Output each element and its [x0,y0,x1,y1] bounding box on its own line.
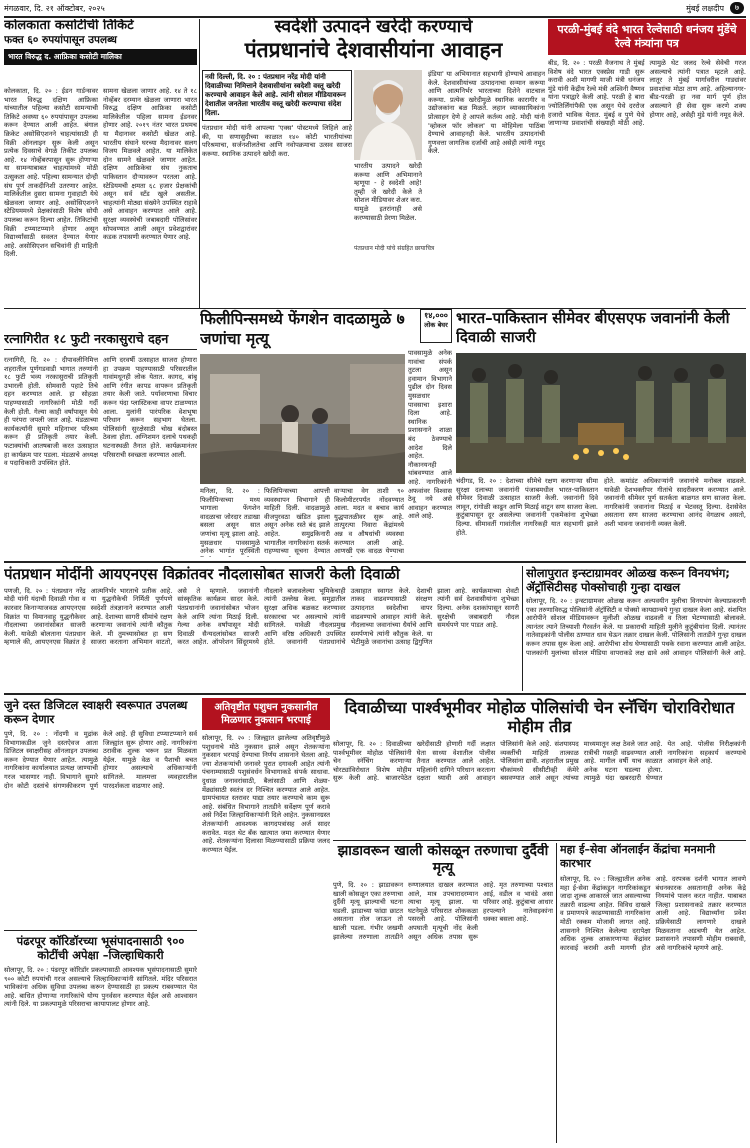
divider [333,840,746,841]
headline: झाडावरून खाली कोसळून तरुणाचा दुर्दैवी मृत्यू [337,843,549,876]
headline: दिवाळीच्या पार्श्वभूमीवर मोहोळ पोलिसांची चेन स्नॅचिंग चोराविरोधात मोहीम तीव्र [344,698,735,736]
column: पावसामुळे अनेक गावांचा संपर्क तुटला असून हवामान विभागाने पुढील दोन दिवस मुसळधार पावसाचा इशारा दिला आहे. स्थानिक प्रशासनाने शाळा बंद ठेवण्याचे आदेश दिले आहेत. नौकानयनही थांबवण्यात आले आहे. नागरिकांनी अफवांवर विश्वास ठेवू नये असे आवाहन करण्यात आले आहे. [408,349,452,521]
corridor-article [4,930,197,1144]
subheadline: फक्त ६० रुपयांपासून उपलब्ध [4,33,117,46]
column: रत्नागिरी, दि. २० : दीपावलीनिमित्त शहरातील पूर्णगडवाडी भागात तरुणांनी १८ फुटी भव्य नरकासुराची प्रतिकृती उभारली होती. सोमवारी पहाटे तिचे दहन करण्यात आले. हा सोहळा पाहण्यासाठी नागरिकांनी मोठी गर्दी केली होती. गेल्या काही वर्षांपासून येथे ही परंपरा जपली जात आहे. मंडळाच्या कार्यकर्त्यांनी सुमारे महिनाभर परिश्रम करून ही प्रतिकृती तयार केली. फटाक्यांची आतषबाजी करत उत्साहात हा कार्यक्रम पार पडला. मंडळाचे अध्यक्ष व पदाधिकारी उपस्थित होते. [4,356,98,468]
rail-article [548,19,746,319]
photo-caption: पंतप्रधान मोदी यांचे संग्रहित छायाचित्र [354,245,435,252]
badge-label: लोक बेघर [424,321,448,329]
headline: फिलीपिन्समध्ये फेंगशेन वादळामुळे ७ जणांचा मृत्यू [200,310,405,348]
tree-article [333,843,553,1143]
flood-photo [200,354,405,484]
body: सोलापूर, दि. २० : जिल्ह्यातील अनेक महा ई-सेवा केंद्रांकडून नागरिकांकडून जादा शुल्क आकारले जात असल्याच्या तक्रारी वाढल्या आहेत. विविध दाखले व प्रमाणपत्रे काढण्यासाठी नागरिकांना मोठी रक्कम मोजावी लागत आहे. शासनाने निश्चित केलेल्या दरापेक्षा अधिक शुल्क आकारणाऱ्या केंद्रांवर कारवाई करावी अशी मागणी होत आहे. दरपत्रक दर्शनी भागात लावणे बंधनकारक असतानाही अनेक केंद्रे नियमांचे पालन करत नाहीत. याबाबत जिल्हा प्रशासनाकडे तक्रार करण्यात आली आहे. विद्यार्थ्यांना प्रवेश प्रक्रियेसाठी लागणारे दाखले मिळवताना अडचणी येत आहेत. प्रशासनाने तपासणी मोहीम राबवावी, असे नागरिकांचे म्हणणे आहे. [560,875,746,952]
body: पुणे, दि. २० : झाडावरून खाली कोसळून एका तरुणाचा दुर्दैवी मृत्यू झाल्याची घटना घडली. झाडाच्या फांद्या छाटत असताना तोल जाऊन तो खाली पडला. गंभीर जखमी झालेल्या तरुणाला तातडीने रुग्णालयात दाखल करण्यात आले, मात्र उपचारादरम्यान त्याचा मृत्यू झाला. या घटनेमुळे परिसरात शोककळा पसरली आहे. पोलिसांनी अपघाती मृत्यूची नोंद केली असून अधिक तपास सुरू आहे. मृत तरुणाच्या पश्चात आई, वडील व भावंडे असा परिवार आहे. कुटुंबाचा आधार हरपल्याने नातेवाइकांना धक्का बसला आहे. [333,881,553,941]
headline: भारत–पाकिस्तान सीमेवर बीएसएफ जवानांनी केली दिवाळी साजरी [456,309,730,346]
lead: नवी दिल्ली, दि. २० : पंतप्रधान नरेंद्र मोदी यांनी दिवाळीच्या निमित्ताने देशवासीयांना स्वदेशी वस्तू खरेदी करण्याचे आवाहन केले आहे. त्यांनी सोशल मीडियावरून देशातील जनतेला भारतीय वस्तू खरेदी करण्याचा संदेश दिला. [202,70,352,121]
strap: भारत विरुद्ध द. आफ्रिका कसोटी मालिका [4,49,197,65]
main-article [202,18,545,318]
badge-number: १४,००० [424,311,448,320]
philippines-article [200,309,452,559]
cricket-article [4,19,197,319]
headline: परळी-मुंबई वंदे भारत रेल्वेसाठी धनंजय मुंडेंचे रेल्वे मंत्र्यांना पत्र [548,19,746,55]
main-left [202,70,352,316]
headline: रत्नागिरीत १८ फुटी नरकासुराचे दहन [4,332,197,350]
chain-snatching-article [333,698,746,838]
bsf-article [456,309,746,559]
masthead-date: मंगळवार, दि. २१ ऑक्टोबर, २०२५ [4,4,105,13]
headline: महा ई–सेवा ऑनलाईन केंद्रांचा मनमानी कारभार [560,843,716,870]
column: वाऱ्याचा वेग ताशी ९० किलोमीटरपर्यंत नोंदवण्यात आला. मदत व बचाव कार्य युद्धपातळीवर सुरू आहे. तात्पुरत्या निवारा केंद्रांमध्ये अन्न व औषधांची व्यवस्था करण्यात आली आहे. आणखी एक वादळ येण्याचा [334,487,404,556]
divider [4,561,746,563]
homeless-badge [420,309,452,343]
column: कोलकाता, दि. २० : ईडन गार्डन्सवर भारत विरुद्ध दक्षिण आफ्रिका यांच्यातील पहिल्या कसोटी सामन्याची तिकिटे अवघ्या ६० रुपयांपासून उपलब्ध करून देण्यात आली आहेत. बंगाल क्रिकेट असोसिएशनने चाहत्यांसाठी ही विक्री ऑनलाइन सुरू केली असून प्रत्येक दिवसाचे वेगळे तिकीट उपलब्ध आहे. १४ नोव्हेंबरपासून सुरू होणाऱ्या या सामन्याबाबत चाहत्यांमध्ये मोठी उत्सुकता आहे. पहिल्या सामन्यात दोन्ही संघ पूर्ण ताकदीनिशी उतरणार आहेत. मालिकेतील दुसरा सामना गुवाहाटी येथे खेळवला जाणार आहे. असोसिएशनने स्टेडियममध्ये प्रेक्षकांसाठी विशेष सोयी उपलब्ध करून दिल्या आहेत. तिकिटांची विक्री टप्प्याटप्प्याने होणार असून विद्यार्थ्यांसाठी सवलत देण्यात येणार आहे. असोसिएशन सचिवांनी ही माहिती दिली. [4,87,98,259]
masthead-paper: मुंबई लक्षदीप [686,4,724,13]
column: होते. कमांडंट अधिकाऱ्यांनी जवानांचे मनोबल वाढवले. यावेळी देशभक्तीपर गीतांचे सादरीकरण करण्यात आले. जवानांनी सीमेवर पूर्ण सतर्कता बाळगत सण साजरा केला. नागरिकांनी जवानांना मिठाई व भेटवस्तू दिल्या. देशसेवेत असताना सण साजरा करण्याचा आनंद वेगळाच असतो, अशी भावना जवानांनी व्यक्त केली. [604,477,746,528]
body: पणजी, दि. २० : पंतप्रधान नरेंद्र मोदी यांनी यंदाची दिवाळी गोवा व कारवार किनाऱ्याजवळ आयएनएस विक्रांत या विमानवाहू युद्धनौकेवर नौदलाच्या जवानांसोबत साजरी केली. यावेळी बोलताना पंतप्रधान म्हणाले की, आयएनएस विक्रांत हे आत्मनिर्भर भारताचे प्रतीक आहे. या युद्धनौकेची निर्मिती पूर्णपणे स्वदेशी तंत्रज्ञानाने करण्यात आली आहे. देशाच्या सागरी सीमांचे रक्षण करणाऱ्या जवानांचे त्यांनी कौतुक केले. मी तुमच्यासोबत हा सण साजरा करताना अभिमान वाटतो, असे ते म्हणाले. जवानांनी सांस्कृतिक कार्यक्रम सादर केले. पंतप्रधानांनी जवानांसोबत भोजन केले आणि त्यांना मिठाई दिली. गेल्या अनेक वर्षांपासून मोदी दिवाळी सैन्यदलांसोबत साजरी करत आहेत. ऑपरेशन सिंदूरमध्ये नौदलाने बजावलेल्या भूमिकेचाही त्यांनी उल्लेख केला. समुद्रातील सुरक्षा अधिक बळकट करण्यावर सरकारचा भर असल्याचे त्यांनी सांगितले. यावेळी नौदलप्रमुख आणि वरिष्ठ अधिकारी उपस्थित होते. जवानांनी पंतप्रधानांचे उत्साहात स्वागत केले. देशाची ताकद वाढवण्यासाठी संरक्षण उत्पादनात स्वदेशीचा वापर वाढवण्याचे आवाहन त्यांनी केले. नौदलाच्या जवानांच्या धैर्याचे आणि समर्पणाचे त्यांनी कौतुक केले. या भेटीमुळे जवानांचा उत्साह द्विगुणित झाला आहे. कार्यक्रमाच्या शेवटी त्यांनी सर्व देशवासीयांना शुभेच्छा दिल्या. अनेक दशकांपासून सागरी सुरक्षेची जबाबदारी नौदल समर्थपणे पार पाडत आहे. [4,586,519,647]
column: मनिला, दि. २० : फिलीपिन्सच्या मध्य भागाला फेंगशेन वादळाचा जोरदार तडाखा बसला असून सात जणांचा मृत्यू झाला आहे. मुसळधार पावसामुळे अनेक भागांत पूरस्थिती [200,487,260,556]
column: चंदीगड, दि. २० : देशाच्या सीमेचे रक्षण करणाऱ्या सीमा सुरक्षा दलाच्या जवानांनी पंजाबमधील भारत-पाकिस्तान सीमेवर दिवाळी उत्साहात साजरी केली. जवानांनी दिवे लावून, रांगोळी काढून आणि मिठाई वाटून सण साजरा केला. कुटुंबापासून दूर असलेल्या जवानांनी एकमेकांना शुभेच्छा दिल्या. सीमावर्ती गावांतील नागरिकही यात सहभागी झाले होते. [456,477,598,537]
headline: पंढरपूर कॉरिडॉरच्या भूसंपादनासाठी ९०० कोटींची अपेक्षा –जिल्हाधिकारी [4,930,197,962]
page-number: ७ [730,2,744,14]
fire-article [4,332,197,557]
pm-photo [354,70,422,160]
headline: सोलापुरात इन्स्टाग्रामवर ओळख करून विनयभंग; ॲट्रॉसिटीसह पोक्सोचाही गुन्हा दाखल [526,566,730,594]
divider [4,693,746,695]
body: सोलापूर, दि. २० : दिवाळीच्या पार्श्वभूमीवर मोहोळ पोलिसांनी चेन स्नॅचिंग करणाऱ्या चोरट्यांविरोधात विशेष मोहीम सुरू केली आहे. बाजारपेठेत खरेदीसाठी होणारी गर्दी लक्षात घेता साध्या वेशातील पोलीस तैनात करण्यात आले आहेत. महिलांनी दागिने परिधान करताना दक्षता घ्यावी असे आवाहन पोलिसांनी केले आहे. संशयास्पद व्यक्तींची माहिती तात्काळ पोलिसांना द्यावी. शहरातील प्रमुख चौकांमध्ये सीसीटीव्ही कॅमेरे बसवण्यात आले असून त्यांच्या माध्यमातून लक्ष ठेवले जात आहे. रात्रीची गस्तही वाढवण्यात आली आहे. मागील वर्षी याच काळात अनेक घटना घडल्या होत्या. त्यामुळे यंदा खबरदारी घेण्यात येत आहे. पोलीस निरीक्षकांनी नागरिकांना सहकार्य करण्याचे आवाहन केले आहे. [333,740,746,783]
kicker: स्वदेशी उत्पादने खरेदी करण्याचे [274,18,473,37]
column: इंडिया' या अभियानात सहभागी होण्याचे आवाहन केले. देशवासीयांच्या उत्पादनाचा सन्मान करूया आणि आत्मनिर्भर भारताच्या दिशेने वाटचाल करूया. प्रत्येक खरेदीमुळे स्थानिक कारागीर व उद्योजकांना बळ मिळते. लहान व्यावसायिकांना प्रोत्साहन देणे हे आपले कर्तव्य आहे. मोदी यांनी 'व्होकल फॉर लोकल' या मोहिमेला पाठिंबा देण्याचे आवाहनही केले. भारतीय उत्पादनांची गुणवत्ता जागतिक दर्जाची आहे असेही त्यांनी नमूद केले. [428,70,545,156]
body: पुणे, दि. २० : नोंदणी व मुद्रांक विभागाकडील जुने दस्तऐवज आता डिजिटल स्वाक्षरीसह ऑनलाइन उपलब्ध करून देण्यात येणार आहेत. त्यामुळे नागरिकांना कार्यालयात प्रत्यक्ष जाण्याची गरज भासणार नाही. विभागाने सुमारे दोन कोटी दस्तांचे संगणकीकरण पूर्ण केले आहे. ही सुविधा टप्प्याटप्प्याने सर्व जिल्ह्यांत सुरू होणार आहे. नागरिकांना ठरावीक शुल्क भरून प्रत मिळवता येईल. यामुळे वेळ व पैशाची बचत होणार असल्याचे अधिकाऱ्यांनी सांगितले. मालमत्ता व्यवहारातील पारदर्शकता वाढणार आहे. [4,730,197,790]
column: आणि दरवर्षी उत्साहात साजरा होणारा हा उपक्रम पाहण्यासाठी परिसरातील गावांमधूनही लोक येतात. कागद, बांबू आणि रंगीत कापड वापरून प्रतिकृती तयार केली जाते. पर्यावरणाचा विचार करून यंदा प्लास्टिकचा वापर टाळण्यात आला. मुलांनी पारंपरिक वेशभूषा परिधान करून सहभाग घेतला. पोलिसांनी सुरक्षेसाठी चोख बंदोबस्त ठेवला होता. अग्निशमन दलाचे पथकही घटनास्थळी तैनात होते. कार्यक्रमानंतर परिसराची स्वच्छता करण्यात आली. [103,356,197,459]
navy-article [4,566,519,691]
headline: पंतप्रधानांचे देशवासीयांना आवाहन [244,37,503,62]
body: सोलापूर, दि. २० : जिल्ह्यात झालेल्या अतिवृष्टीमुळे पशुधनाचे मोठे नुकसान झाले असून शेतकऱ्यांना नुकसान भरपाई देण्याचा निर्णय शासनाने घेतला आहे. ज्या शेतकऱ्यांची जनावरे पुरात दगावली आहेत त्यांनी पंचनाम्यासाठी पशुसंवर्धन विभागाकडे संपर्क साधावा. दुधाळ जनावरांसाठी, बैलांसाठी आणि शेळ्या-मेंढ्यांसाठी स्वतंत्र दर निश्चित करण्यात आले आहेत. ग्रामपंचायत स्तरावर याद्या तयार करण्याचे काम सुरू आहे. संबंधित विभागाने तातडीने सर्वेक्षण पूर्ण करावे असे निर्देश जिल्हाधिकाऱ्यांनी दिले आहेत. नुकसानग्रस्त शेतकऱ्यांनी आवश्यक कागदपत्रांसह अर्ज सादर करावेत. मदत थेट बँक खात्यात जमा करण्यात येणार आहे. शेतकऱ्यांना दिलासा मिळण्यासाठी प्रक्रिया जलद करण्यात येईल. [202,734,330,854]
headline: अतिवृष्टीत पशुधन नुकसानीत मिळणार नुकसान भरपाई [202,698,330,730]
body: सोलापूर, दि. २० : इन्स्टाग्रामवर ओळख करून अल्पवयीन मुलीचा विनयभंग केल्याप्रकरणी एका तरुणाविरुद्ध पोलिसांनी ॲट्रॉसिटी व पोक्सो कायद्यान्वये गुन्हा दाखल केला आहे. संशयित आरोपीने सोशल मीडियावरून मुलीशी ओळख वाढवली व तिला भेटण्यासाठी बोलावले. त्यानंतर त्याने तिच्याशी गैरवर्तन केले. या प्रकाराची माहिती मुलीने कुटुंबीयांना दिली. त्यानंतर नातेवाइकांनी पोलीस ठाण्यात धाव घेऊन तक्रार दाखल केली. पोलिसांनी तातडीने गुन्हा दाखल करून तपास सुरू केला आहे. आरोपीचा शोध घेण्यासाठी पथके रवाना करण्यात आली आहेत. पालकांनी मुलांच्या सोशल मीडिया वापराकडे लक्ष द्यावे असे आवाहन पोलिसांनी केले आहे. [526,597,746,657]
eseva-article [560,843,746,1143]
livestock-article [202,698,330,950]
masthead [4,2,746,16]
headline: कोलकाता कसोटीची तिकिटे [4,19,134,33]
signature-article [4,698,197,928]
divider [556,843,557,1143]
column: भारतीय उत्पादने खरेदी करूया आणि अभिमानाने म्हणूया - हे स्वदेशी आहे! तुम्ही जे खरेदी केले ते सोशल मीडियावर शेअर करा. यामुळे इतरांनाही असे करण्यासाठी प्रेरणा मिळेल. [354,162,422,222]
divider [199,19,200,309]
body: बीड, दि. २० : परळी वैजनाथ ते मुंबई विशेष वंदे भारत एक्स्प्रेस गाडी सुरू करावी अशी मागणी माजी मंत्री धनंजय मुंडे यांनी केंद्रीय रेल्वे मंत्री अश्विनी वैष्णव यांना पत्राद्वारे केली आहे. परळी हे बारा ज्योतिर्लिंगांपैकी एक असून येथे दररोज हजारो भाविक येतात. मुंबई व पुणे येथे जाणाऱ्या प्रवाशांची संख्याही मोठी आहे. त्यामुळे थेट जलद रेल्वे सेवेची गरज असल्याचे त्यांनी पत्रात म्हटले आहे. लातूर ते मुंबई मार्गावरील गाड्यांवर प्रवाशांचा मोठा ताण आहे. अहिल्यानगर-बीड-परळी हा नवा मार्ग पूर्ण होत असल्याने ही सेवा सुरू करणे शक्य होणार आहे, असेही मुंडे यांनी नमूद केले. [548,59,746,128]
body: सोलापूर, दि. २० : पंढरपूर कॉरिडॉर प्रकल्पासाठी आवश्यक भूसंपादनासाठी सुमारे ९०० कोटी रुपयांची गरज असल्याचे जिल्हाधिकाऱ्यांनी सांगितले. मंदिर परिसरात भाविकांना अधिक सुविधा उपलब्ध करून देण्यासाठी हा प्रकल्प राबवण्यात येत आहे. बाधित होणाऱ्या नागरिकांचे योग्य पुनर्वसन करण्यात येईल असे आश्वासन त्यांनी दिले. या प्रकल्पामुळे परिसराचा कायापालट होणार आहे. [4,966,197,1009]
headline: जुने दस्त डिजिटल स्वाक्षरी स्वरूपात उपलब्ध करून देणार [4,698,188,726]
divider [522,566,523,691]
column: फिलिपिन्सच्या आपत्ती व्यवस्थापन विभागाने ही माहिती दिली. वादळामुळे वीजपुरवठा खंडित झाला असून अनेक रस्ते बंद झाले आहेत. समुद्रकिनारी भागातील नागरिकांना सतर्क राहण्याच्या सूचना देण्यात [264,487,330,556]
bsf-photo [456,353,746,473]
column: सामना खेळला जाणार आहे. १४ ते १८ नोव्हेंबर दरम्यान खेळला जाणारा भारत विरुद्ध दक्षिण आफ्रिका कसोटी मालिकेतील पहिला सामना ईडनवर होणार आहे. २०१९ नंतर भारत प्रथमच या मैदानावर कसोटी खेळत आहे. भारतीय संघाने घरच्या मैदानावर सलग विजय मिळवले आहेत. या मालिकेत दोन सामने खेळवले जाणार आहेत. दक्षिण आफ्रिकेचा संघ नुकताच पाकिस्तान दौऱ्यावरून परतला आहे. स्टेडियमची क्षमता ६८ हजार प्रेक्षकांची असून सर्व स्टँड खुले असतील. चाहत्यांनी मोठ्या संख्येने उपस्थित राहावे असे आवाहन करण्यात आले आहे. सुरक्षा व्यवस्थेची जबाबदारी पोलिसांवर सोपवण्यात आली असून प्रवेशद्वारांवर कडक तपासणी करण्यात येणार आहे. [103,87,197,242]
headline: पंतप्रधान मोदींनी आयएनएस विक्रांतवर नौदलासोबत साजरी केली दिवाळी [4,566,400,583]
body: पंतप्रधान मोदी यांनी आपल्या 'एक्स' पोस्टमध्ये लिहिले आहे की, या सणासुदीच्या काळात १४० कोटी भारतीयांच्या परिश्रमाचा, सर्जनशीलतेचा आणि नवोपक्रमाचा उत्सव साजरा करूया. स्थानिक उत्पादने खरेदी करा. [202,124,352,158]
solapur-article [526,566,746,691]
